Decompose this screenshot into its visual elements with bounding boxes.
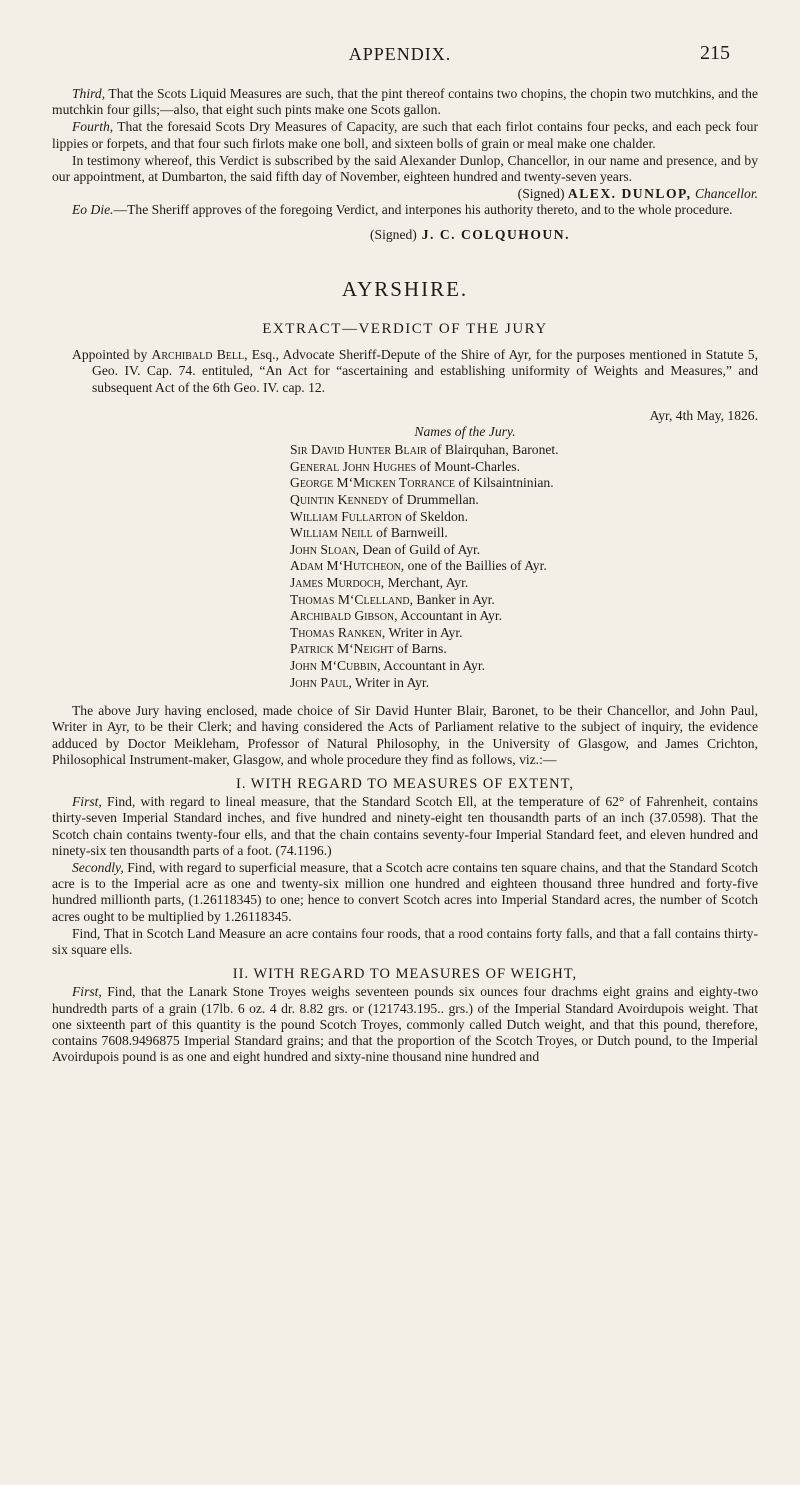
- extent-second-lead: Secondly,: [72, 859, 124, 875]
- juror-name: Thomas Ranken: [290, 624, 382, 640]
- weight-first-text: Find, that the Lanark Stone Troyes weighs seventeen pounds six ounces four drachms eight grains and eighty-two hundredth parts of a grain (17lb. 6 oz. 4 dr. 8.82 grs. or (121743.195.. grs.) of the Imperial Standard Avoirdupois weight. That one sixteenth part of this quantity is the pound Scotch Troyes, commonly called Dutch weight, and that this pound, therefore, contains 7608.9496875 Imperial Standard grains; and that the proportion of the Scotch Troyes, or Dutch pound, to the Imperial Avoirdupois pound is as one and eight hundred and sixty-nine thousand nine hundred and: [52, 984, 758, 1065]
- juror-name: General John Hughes: [290, 458, 417, 474]
- signed-name: ALEX. DUNLOP,: [567, 186, 692, 202]
- juror-name: James Murdoch: [290, 575, 381, 590]
- juror-name: John Sloan: [290, 541, 356, 557]
- paragraph-third: [52, 86, 758, 118]
- juror-detail: , Writer in Ayr.: [348, 674, 430, 690]
- fourth-text: That the foresaid Scots Dry Measures of Capacity, are such that each firlot contains four pecks, and each peck four lippies or forpets, and that four such firlots make one boll, and sixteen bolls of grain or meal make one chalder.: [52, 119, 758, 151]
- list-item: [290, 658, 758, 675]
- juror-detail: of Drummellan.: [388, 492, 479, 508]
- juror-detail: , Writer in Ayr.: [381, 624, 463, 640]
- extent-first-text: Find, with regard to lineal measure, that the Standard Scotch Ell, at the temperature of 62° of Fahrenheit, contains thirty-seven Imperial Standard inches, and five hundred and ninety-eight ten thousandth parts of an inch (37.0598). That the Scotch chain contains twenty-four ells, and that the chain contains seventy-four Imperial Standard feet, and eleven hundred and ninety-six ten thousandth parts of a foot. (74.1196.): [52, 794, 758, 858]
- juror-name: Thomas M‘Clelland: [290, 591, 410, 607]
- paragraph-appointed: [72, 347, 758, 396]
- juror-name: Archibald Gibson: [290, 608, 395, 624]
- juror-detail: , Accountant in Ayr.: [394, 608, 503, 624]
- extent-second-text: Find, with regard to superficial measure, that a Scotch acre contains ten square chains, and that the Standard Scotch acre is to the Imperial acre as one and twenty-six million one hundred and eighteen thousand three hundred and forty-five hundred millionth parts, (1.26118345) to one; hence to convert Scotch acres into Imperial Standard acres, the number of Scotch acres ought to be multiplied by 1.26118345.: [52, 859, 758, 924]
- third-lead: Third,: [72, 86, 106, 101]
- juror-name: John M‘Cubbin: [290, 657, 378, 673]
- juror-detail: , Accountant in Ayr.: [377, 657, 486, 673]
- juror-detail: of Skeldon.: [401, 508, 468, 524]
- juror-detail: of Blairquhan, Baronet.: [426, 442, 559, 458]
- third-text: That the Scots Liquid Measures are such, that the pint thereof contains two chopins, the chopin two mutchkins, and the mutchkin four gills;—also, that eight such pints make one Scots gallon.: [52, 86, 758, 118]
- paragraph-above-jury: The above Jury having enclosed, made choice of Sir David Hunter Blair, Baronet, to be their Chancellor, and John Paul, Writer in Ayr, to be their Clerk; and having considered the Acts of Parliament relative to the subject of inquiry, the evidence adduced by Doctor Meikleham, Professor of Natural Philosophy, in the University of Glasgow, and James Crichton, Philosophical Instrument-maker, Glasgow, and whole procedure they find as follows, viz.:—: [52, 703, 758, 767]
- juror-detail: , Banker in Ayr.: [409, 591, 495, 607]
- paragraph-testimony: In testimony whereof, this Verdict is subscribed by the said Alexander Dunlop, Chancellor, in our name and presence, and by our appointment, at Dumbarton, the said fifth day of November, eighteen hundred and twenty-seven years.: [52, 152, 758, 185]
- signed-role: Chancellor.: [694, 186, 758, 202]
- list-item: [290, 675, 758, 692]
- list-item: [290, 575, 758, 592]
- appointed-name: Archibald Bell: [151, 347, 245, 363]
- fourth-lead: Fourth,: [72, 119, 114, 135]
- page-body: [52, 86, 758, 1066]
- list-item: [290, 641, 758, 658]
- eo-die-text: —The Sheriff approves of the foregoing Verdict, and interpones his authority thereto, and to the whole procedure.: [113, 202, 733, 218]
- list-item: [290, 608, 758, 625]
- page-header: [0, 44, 800, 74]
- juror-name: John Paul: [290, 674, 349, 690]
- juror-detail: of Barns.: [393, 641, 447, 657]
- paragraph-extent-find: Find, That in Scotch Land Measure an acre contains four roods, that a rood contains forty falls, and that a fall contains thirty-six square ells.: [52, 925, 758, 957]
- heading-extent: I. WITH REGARD TO MEASURES OF EXTENT,: [235, 775, 574, 792]
- list-item: [290, 542, 758, 559]
- list-item: [290, 509, 758, 526]
- juror-detail: of Barnweill.: [372, 525, 448, 541]
- dateline: Ayr, 4th May, 1826.: [649, 407, 758, 423]
- weight-first-lead: First,: [72, 984, 102, 1000]
- signature-dunlop: [52, 186, 758, 202]
- juror-name: William Neill: [290, 525, 373, 541]
- list-item: [290, 459, 758, 476]
- running-head: APPENDIX.: [348, 44, 452, 64]
- paragraph-extent-first: [52, 794, 758, 859]
- list-item: [290, 592, 758, 609]
- jury-list: [52, 442, 758, 691]
- heading-weight: II. WITH REGARD TO MEASURES OF WEIGHT,: [232, 966, 578, 983]
- list-item: [290, 525, 758, 542]
- list-item: [290, 442, 758, 459]
- signed-prefix: (Signed): [517, 186, 565, 202]
- juror-detail: of Kilsaintninian.: [455, 475, 554, 491]
- list-item: [290, 492, 758, 509]
- juror-detail: of Mount-Charles.: [416, 458, 520, 474]
- appointed-pre: Appointed by: [72, 347, 152, 363]
- paragraph-fourth: [52, 119, 758, 151]
- list-item: [290, 475, 758, 492]
- signed2-name: J. C. COLQUHOUN.: [421, 226, 570, 242]
- section-title-ayrshire: AYRSHIRE.: [341, 276, 469, 301]
- paragraph-weight-first: [52, 984, 758, 1065]
- paragraph-extent-second: [52, 860, 758, 925]
- juror-name: Sir David Hunter Blair: [290, 442, 427, 458]
- extent-first-lead: First,: [72, 794, 102, 810]
- juror-name: George M‘Micken Torrance: [290, 475, 456, 491]
- juror-name: William Fullarton: [290, 508, 402, 524]
- juror-detail: , one of the Baillies of Ayr.: [400, 558, 547, 574]
- page-number: 215: [700, 42, 730, 64]
- eo-die-lead: Eo Die.: [72, 202, 114, 218]
- appointed-post: , Esq., Advocate Sheriff-Depute of the Shire of Ayr, for the purposes mentioned in Statute 5, Geo. IV. Cap. 74. entituled, “An Act for “ascertaining and establishing uniformity of Weights and Measures,” and subsequent Act of the 6th Geo. IV. cap. 12.: [92, 347, 758, 395]
- juror-name: Patrick M‘Neight: [290, 641, 394, 657]
- signature-colquhoun: [370, 227, 758, 243]
- juror-name: Adam M‘Hutcheon: [290, 558, 401, 574]
- section-subtitle-verdict: EXTRACT—VERDICT OF THE JURY: [262, 321, 548, 338]
- list-item: [290, 625, 758, 642]
- signed2-prefix: (Signed): [370, 226, 417, 242]
- juror-name: Quintin Kennedy: [290, 492, 389, 508]
- juror-detail: , Merchant, Ayr.: [380, 575, 469, 590]
- list-item: [290, 558, 758, 575]
- paragraph-eo-die: [52, 202, 758, 218]
- juror-detail: , Dean of Guild of Ayr.: [355, 541, 481, 557]
- jury-title: Names of the Jury.: [414, 424, 516, 440]
